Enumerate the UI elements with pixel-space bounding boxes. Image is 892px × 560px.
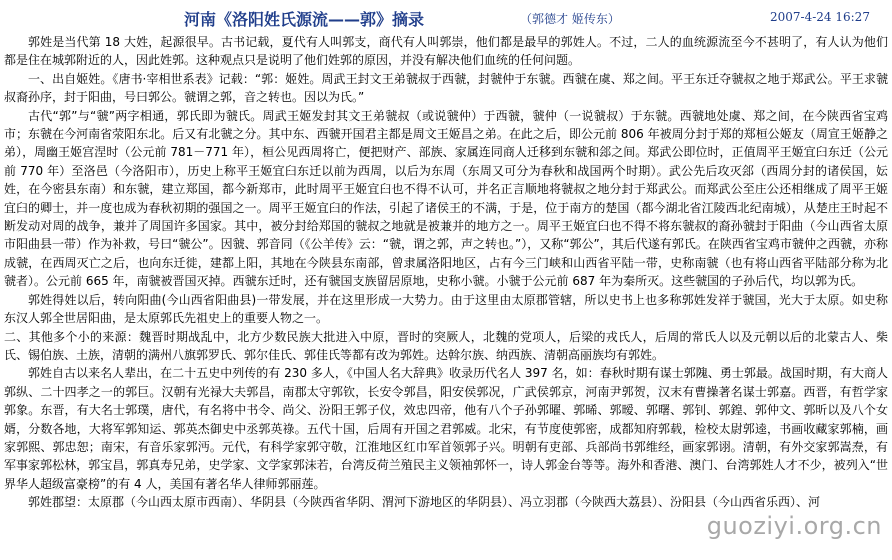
document-header bbox=[0, 0, 892, 30]
paragraph-guo-guo-history: 古代“郭”与“虢”两字相通，郭氏即为虢氏。周武王姬发封其文王弟虢叔（或说虢仲）于西虢，虢仲（一说虢叔）于东虢。西虢地处虞、郑之间，在今陕西省宝鸡市；东虢在今河南省荥阳东北。后又有北虢之分。其中东、西虢开国君主都是周文王姬昌之弟。在此之后，即公元前 806 年被周分封于郑的郑桓公姬友（周宣王姬静之弟），周幽王姬宫涅时（公元前 781－771 年），桓公见西周将亡，便把财产、部族、家属连同商人迁移到东虢和郐之间。郑武公即位时，正值周平王姬宜臼东迁（公元前 770 年）至洛邑（今洛阳市），历史上称平王姬宜臼东迁以前为西周，以后为东周（东周又可分为春秋和战国两个时期）。武公先后攻灭郐（西周分封的诸侯国，妘姓，在今密县东南）和东虢，建立郑国，都今新郑市，此时周平王姬宜臼也不得不认可，并名正言顺地将虢叔之地分封于郑武公。而郑武公至庄公还相继成了周平王姬宜臼的卿士，并一度也成为春秋初期的强国之一。周平王姬宜臼的作法，引起了诸侯王的不满，于是，位于南方的楚国（都今湖北省江陵西北纪南城），从楚庄王时起不断发动对周的战争，兼并了周国许多国家。其中，被分封给郑国的虢叔之地就是被兼并的地方之一。周平王姬宜臼也不得不将东虢叔的裔孙虢封于阳曲（今山西省太原市阳曲县一带）作为补救，号曰“虢公”。因虢、郭音同（《公羊传》云：“虢，谓之郭，声之转也。”），又称“郭公”，其后代遂有郭氏。在陕西省宝鸡市虢仲之西虢，亦称成虢，在西周灭亡之后，也向东迁徙，建都上阳，其地在今陕县东南部，曾隶属洛阳地区，占有今三门峡和山西省平陆一带，史称南虢（也有将山西省平陆部分称为北虢者）。公元前 665 年，南虢被晋国灭掉。西虢东迁时，还有虢国支族留居原地，史称小虢。小虢于公元前 687 年为秦所灭。这些虢国的子孙后代，均以郭为氏。 bbox=[4, 108, 888, 289]
paragraph-notable-people: 郭姓自古以来名人辈出，在二十五史中列传的有 230 多人，《中国人名大辞典》收录历代名人 397 名，如：春秋时期有谋士郭隗、勇士郭最。战国时期，有大商人郭纵、二十四孝之一的郭巨。汉朝有光禄大夫郭昌，南郡太守郭钦，长安令郭昌，阳安侯郭况，广武侯郭京，河南尹郭贺，汉末有曹操著名谋士郭嘉。西晋，有哲学家郭象。东晋，有大名士郭璞，唐代，有名将中书令、尚父、汾阳王郭子仪，效忠四帝，他有八个子孙郭曜、郭晞、郭暧、郭曙、郭钊、郭鍠、郭仲文、郭昕以及八个女婿，分数各地，大将军郭知运、郭英杰御史中丞郭英祿。五代十国，后周有开国之君郭威。北宋，有节度使郭密，成都知府郭载，检校太尉郭逵，书画收藏家郭楠，画家郭熙、郭忠恕；南宋，有音乐家郭沔。元代，有科学家郭守敬，江淮地区红巾军首领郭子兴。明朝有吏部、兵部尚书郭维经，画家郭诩。清朝，有外交家郭嵩焘，有军事家郭松林，郭宝昌，郭真寿兄弟，史学家、文学家郭沫若，台湾反荷兰殖民主义领袖郭怀一，诗人郭金台等等。海外和香港、澳门、台湾郭姓人才不少，被列入“世界华人超级富豪榜”的有 4 人，美国有著名华人律师郭丽莲。 bbox=[4, 366, 888, 491]
site-watermark: guoziyi.org.cn bbox=[706, 512, 882, 540]
paragraph-intro: 郭姓是当代第 18 大姓，起源很早。古书记载，夏代有人叫郭支，商代有人叫郭崇，他们都是最早的郭姓人。不过，二人的血统源流至今不甚明了，有人认为他们都是住在城郭附近的人，因此姓郭。这种观点只是说明了他们姓郭的原因，并没有解决他们血统的任何问题。 bbox=[4, 35, 888, 68]
paragraph-origin-ji: 一、出自姬姓。《唐书·宰相世系表》记载：“郭：姬姓。周武王封文王弟虢叔于西虢，封虢仲于东虢。西虢在虞、郑之间。平王东迁夺虢叔之地于郑武公。平王求虢叔裔孙序，封于阳曲，号曰郭公。虢谓之郭，音之转也。因以为氏。” bbox=[4, 71, 888, 105]
article-body bbox=[4, 33, 888, 512]
paragraph-junwang: 郭姓郡望：太原郡（今山西太原市西南）、华阴县（今陕西省华阴、渭河下游地区的华阴县）、冯立羽郡（今陕西大荔县）、汾阳县（今山西省乐西）、河 bbox=[28, 495, 821, 510]
article-date: 2007-4-24 16:27 bbox=[770, 10, 870, 24]
article-author: （郭德才 姬传东） bbox=[520, 12, 620, 26]
paragraph-taiyuan: 郭姓得姓以后，转向阳曲(今山西省阳曲县)一带发展，并在这里形成一大势力。由于这里由太原郡管辖，所以史书上也多称郭姓发祥于虢国，光大于太原。如史称东汉人郭全世居阳曲，是太原郭氏先祖史上的重要人物之一。 bbox=[4, 292, 888, 326]
article-title: 河南《洛阳姓氏源流——郭》摘录 bbox=[184, 10, 425, 29]
paragraph-other-sources: 二、其他多个小的来源：魏晋时期战乱中，北方少数民族大批进入中原，晋时的突厥人，北魏的党项人，后梁的戎氏人，后周的常氏人以及元朝以后的北蒙古人、柴氏、锡伯族、土族，清朝的满州八旗郭罗氏、郭尔佳氏、郭佳氏等都有改为郭姓。达斡尔族、纳西族、清朝高丽族均有郭姓。 bbox=[4, 329, 888, 362]
